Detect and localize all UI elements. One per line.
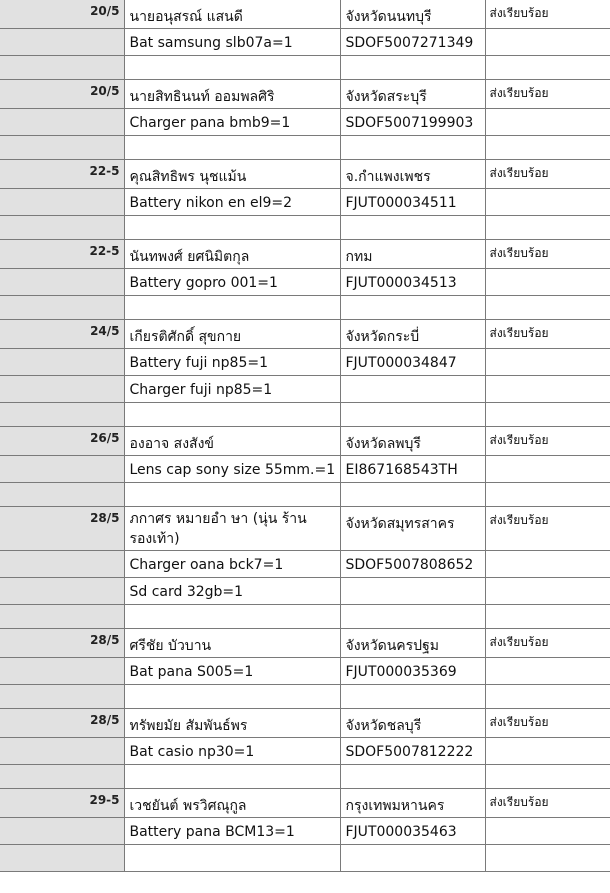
province-cell[interactable] bbox=[340, 483, 485, 507]
order-item-row bbox=[0, 658, 610, 685]
product-cell[interactable] bbox=[124, 658, 340, 685]
name-cell[interactable] bbox=[124, 605, 340, 629]
tracking-number-cell-text: FJUT000035463 bbox=[345, 824, 457, 840]
province-cell-text: จังหวัดสระบุรี bbox=[345, 89, 427, 105]
status-cell[interactable] bbox=[485, 136, 610, 160]
order-header-row bbox=[0, 709, 610, 738]
order-date-cell[interactable] bbox=[0, 427, 124, 456]
order-date-cell-text: 26/5 bbox=[90, 431, 120, 445]
product-cell-text: Charger oana bck7=1 bbox=[129, 557, 284, 573]
date-cell[interactable] bbox=[0, 551, 124, 578]
date-cell[interactable] bbox=[0, 765, 124, 789]
order-header-row bbox=[0, 80, 610, 109]
customer-name-cell[interactable] bbox=[124, 0, 340, 29]
tracking-number-cell-text: SDOF5007812222 bbox=[345, 744, 474, 760]
status-cell[interactable] bbox=[485, 320, 610, 349]
date-cell[interactable] bbox=[0, 845, 124, 872]
customer-name-cell-text: คุณสิทธิพร นุชแม้น bbox=[129, 169, 247, 185]
order-header-row bbox=[0, 427, 610, 456]
status-cell-text: ส่งเรียบร้อย bbox=[489, 795, 549, 809]
spacer-row bbox=[0, 765, 610, 789]
trailing-empty-row bbox=[0, 845, 610, 872]
status-cell-text: ส่งเรียบร้อย bbox=[489, 715, 549, 729]
province-cell[interactable] bbox=[340, 240, 485, 269]
customer-name-cell-text: เวชยันต์ พรวิศณุกูล bbox=[129, 798, 247, 814]
status-cell-text: ส่งเรียบร้อย bbox=[489, 246, 549, 260]
customer-name-cell-text: ทรัพยมัย สัมพันธ์พร bbox=[129, 718, 248, 734]
status-cell[interactable] bbox=[485, 629, 610, 658]
date-cell[interactable] bbox=[0, 483, 124, 507]
name-cell[interactable] bbox=[124, 483, 340, 507]
status-cell-text: ส่งเรียบร้อย bbox=[489, 326, 549, 340]
province-cell[interactable] bbox=[340, 789, 485, 818]
order-item-row bbox=[0, 269, 610, 296]
spacer-row bbox=[0, 56, 610, 80]
tracking-number-cell[interactable] bbox=[340, 818, 485, 845]
product-cell[interactable] bbox=[124, 109, 340, 136]
province-cell[interactable] bbox=[340, 605, 485, 629]
status-cell-text: ส่งเรียบร้อย bbox=[489, 433, 549, 447]
product-cell-text: Charger fuji np85=1 bbox=[129, 382, 273, 398]
province-cell[interactable] bbox=[340, 160, 485, 189]
date-cell[interactable] bbox=[0, 189, 124, 216]
status-cell[interactable] bbox=[485, 685, 610, 709]
name-cell[interactable] bbox=[124, 56, 340, 80]
spacer-row bbox=[0, 605, 610, 629]
order-item-row bbox=[0, 738, 610, 765]
status-cell[interactable] bbox=[485, 551, 610, 578]
order-date-cell-text: 28/5 bbox=[90, 511, 120, 525]
date-cell[interactable] bbox=[0, 403, 124, 427]
order-item-row bbox=[0, 456, 610, 483]
order-date-cell[interactable] bbox=[0, 709, 124, 738]
date-cell[interactable] bbox=[0, 376, 124, 403]
tracking-number-cell[interactable] bbox=[340, 349, 485, 376]
customer-name-cell-text: เกียรติศักดิ์ สุขกาย bbox=[129, 329, 242, 345]
province-cell[interactable] bbox=[340, 507, 485, 551]
status-cell[interactable] bbox=[485, 845, 610, 872]
name-cell[interactable] bbox=[124, 296, 340, 320]
order-date-cell[interactable] bbox=[0, 629, 124, 658]
customer-name-cell[interactable] bbox=[124, 789, 340, 818]
tracking-number-cell[interactable] bbox=[340, 269, 485, 296]
product-cell-text: Battery pana BCM13=1 bbox=[129, 824, 295, 840]
tracking-number-cell-text: SDOF5007808652 bbox=[345, 557, 474, 573]
tracking-number-cell[interactable] bbox=[340, 189, 485, 216]
status-cell-text: ส่งเรียบร้อย bbox=[489, 513, 549, 527]
order-date-cell-text: 22-5 bbox=[89, 164, 120, 178]
province-cell-text: จังหวัดสมุทรสาคร bbox=[345, 516, 455, 532]
product-cell[interactable] bbox=[124, 578, 340, 605]
tracking-number-cell-text: FJUT000035369 bbox=[345, 664, 457, 680]
tracking-number-cell[interactable] bbox=[340, 29, 485, 56]
order-date-cell[interactable] bbox=[0, 507, 124, 551]
order-item-row bbox=[0, 551, 610, 578]
province-cell-text: จังหวัดนครปฐม bbox=[345, 638, 440, 654]
order-item-row bbox=[0, 109, 610, 136]
date-cell[interactable] bbox=[0, 136, 124, 160]
status-cell[interactable] bbox=[485, 403, 610, 427]
province-cell[interactable] bbox=[340, 56, 485, 80]
status-cell[interactable] bbox=[485, 189, 610, 216]
province-cell[interactable] bbox=[340, 320, 485, 349]
name-cell[interactable] bbox=[124, 845, 340, 872]
order-date-cell[interactable] bbox=[0, 240, 124, 269]
status-cell[interactable] bbox=[485, 80, 610, 109]
province-cell-text: จ.กำแพงเพชร bbox=[345, 169, 431, 185]
province-cell[interactable] bbox=[340, 685, 485, 709]
name-cell[interactable] bbox=[124, 685, 340, 709]
date-cell[interactable] bbox=[0, 685, 124, 709]
province-cell-text: จังหวัดนนทบุรี bbox=[345, 9, 432, 25]
province-cell-text: กทม bbox=[345, 249, 373, 265]
date-cell[interactable] bbox=[0, 605, 124, 629]
province-cell[interactable] bbox=[340, 765, 485, 789]
status-cell[interactable] bbox=[485, 483, 610, 507]
order-header-row bbox=[0, 789, 610, 818]
tracking-number-cell[interactable] bbox=[340, 109, 485, 136]
date-cell[interactable] bbox=[0, 456, 124, 483]
order-item-row bbox=[0, 29, 610, 56]
product-cell-text: Bat pana S005=1 bbox=[129, 664, 254, 680]
customer-name-cell-text: องอาจ สงสังข์ bbox=[129, 436, 214, 452]
product-cell[interactable] bbox=[124, 189, 340, 216]
customer-name-cell[interactable] bbox=[124, 320, 340, 349]
order-header-row bbox=[0, 320, 610, 349]
order-date-cell-text: 24/5 bbox=[90, 324, 120, 338]
status-cell[interactable] bbox=[485, 456, 610, 483]
tracking-number-cell[interactable] bbox=[340, 456, 485, 483]
order-date-cell[interactable] bbox=[0, 0, 124, 29]
customer-name-cell-text: นันทพงศ์ ยศนิมิตกุล bbox=[129, 249, 250, 265]
tracking-number-cell-text: SDOF5007199903 bbox=[345, 115, 474, 131]
customer-name-cell-text: นายสิทธินนท์ ออมพลศิริ bbox=[129, 89, 275, 105]
tracking-number-cell[interactable] bbox=[340, 578, 485, 605]
province-cell-text: จังหวัดลพบุรี bbox=[345, 436, 421, 452]
date-cell[interactable] bbox=[0, 29, 124, 56]
tracking-number-cell[interactable] bbox=[340, 551, 485, 578]
product-cell-text: Battery nikon en el9=2 bbox=[129, 195, 293, 211]
province-cell-text: จังหวัดกระบี่ bbox=[345, 329, 420, 345]
customer-name-cell-text: ภกาศร หมายอำ ษา (นุ่น ร้าน รองเท้า) bbox=[129, 511, 307, 547]
spacer-row bbox=[0, 296, 610, 320]
spacer-row bbox=[0, 216, 610, 240]
province-cell[interactable] bbox=[340, 296, 485, 320]
status-cell-text: ส่งเรียบร้อย bbox=[489, 635, 549, 649]
province-cell-text: จังหวัดชลบุรี bbox=[345, 718, 422, 734]
date-cell[interactable] bbox=[0, 578, 124, 605]
status-cell[interactable] bbox=[485, 738, 610, 765]
tracking-number-cell[interactable] bbox=[340, 738, 485, 765]
order-item-row bbox=[0, 818, 610, 845]
customer-name-cell-text: ศรีชัย บัวบาน bbox=[129, 638, 212, 654]
order-date-cell-text: 28/5 bbox=[90, 633, 120, 647]
status-cell[interactable] bbox=[485, 376, 610, 403]
product-cell-text: Lens cap sony size 55mm.=1 bbox=[129, 462, 336, 478]
date-cell[interactable] bbox=[0, 216, 124, 240]
tracking-number-cell-text: FJUT000034513 bbox=[345, 275, 457, 291]
customer-name-cell[interactable] bbox=[124, 709, 340, 738]
name-cell[interactable] bbox=[124, 216, 340, 240]
name-cell[interactable] bbox=[124, 136, 340, 160]
status-cell[interactable] bbox=[485, 349, 610, 376]
date-cell[interactable] bbox=[0, 109, 124, 136]
order-item-row bbox=[0, 349, 610, 376]
product-cell[interactable] bbox=[124, 269, 340, 296]
tracking-number-cell[interactable] bbox=[340, 658, 485, 685]
status-cell[interactable] bbox=[485, 789, 610, 818]
tracking-number-cell-text: EI867168543TH bbox=[345, 462, 458, 478]
status-cell[interactable] bbox=[485, 427, 610, 456]
province-cell[interactable] bbox=[340, 629, 485, 658]
order-date-cell-text: 20/5 bbox=[90, 4, 120, 18]
product-cell-text: Charger pana bmb9=1 bbox=[129, 115, 291, 131]
product-cell-text: Battery fuji np85=1 bbox=[129, 355, 269, 371]
order-date-cell-text: 28/5 bbox=[90, 713, 120, 727]
order-date-cell[interactable] bbox=[0, 80, 124, 109]
date-cell[interactable] bbox=[0, 738, 124, 765]
spacer-row bbox=[0, 483, 610, 507]
order-date-cell-text: 29-5 bbox=[89, 793, 120, 807]
product-cell[interactable] bbox=[124, 456, 340, 483]
order-date-cell-text: 20/5 bbox=[90, 84, 120, 98]
province-cell[interactable] bbox=[340, 136, 485, 160]
status-cell[interactable] bbox=[485, 0, 610, 29]
name-cell[interactable] bbox=[124, 765, 340, 789]
product-cell-text: Bat casio np30=1 bbox=[129, 744, 255, 760]
date-cell[interactable] bbox=[0, 56, 124, 80]
spacer-row bbox=[0, 403, 610, 427]
product-cell[interactable] bbox=[124, 818, 340, 845]
date-cell[interactable] bbox=[0, 349, 124, 376]
status-cell[interactable] bbox=[485, 56, 610, 80]
product-cell-text: Sd card 32gb=1 bbox=[129, 584, 244, 600]
status-cell[interactable] bbox=[485, 507, 610, 551]
product-cell-text: Battery gopro 001=1 bbox=[129, 275, 278, 291]
order-date-cell[interactable] bbox=[0, 160, 124, 189]
status-cell[interactable] bbox=[485, 765, 610, 789]
province-cell[interactable] bbox=[340, 427, 485, 456]
product-cell[interactable] bbox=[124, 29, 340, 56]
status-cell[interactable] bbox=[485, 709, 610, 738]
customer-name-cell[interactable] bbox=[124, 427, 340, 456]
province-cell[interactable] bbox=[340, 216, 485, 240]
province-cell[interactable] bbox=[340, 80, 485, 109]
name-cell[interactable] bbox=[124, 403, 340, 427]
order-header-row bbox=[0, 240, 610, 269]
status-cell[interactable] bbox=[485, 160, 610, 189]
status-cell[interactable] bbox=[485, 109, 610, 136]
order-item-row bbox=[0, 189, 610, 216]
province-cell[interactable] bbox=[340, 845, 485, 872]
customer-name-cell[interactable] bbox=[124, 160, 340, 189]
customer-name-cell-text: นายอนุสรณ์ แสนดี bbox=[129, 9, 243, 25]
date-cell[interactable] bbox=[0, 818, 124, 845]
order-item-row bbox=[0, 376, 610, 403]
status-cell-text: ส่งเรียบร้อย bbox=[489, 86, 549, 100]
status-cell[interactable] bbox=[485, 296, 610, 320]
customer-name-cell[interactable] bbox=[124, 240, 340, 269]
customer-name-cell[interactable] bbox=[124, 507, 340, 551]
customer-name-cell[interactable] bbox=[124, 629, 340, 658]
status-cell[interactable] bbox=[485, 658, 610, 685]
status-cell[interactable] bbox=[485, 578, 610, 605]
spacer-row bbox=[0, 685, 610, 709]
product-cell-text: Bat samsung slb07a=1 bbox=[129, 35, 293, 51]
spacer-row bbox=[0, 136, 610, 160]
status-cell-text: ส่งเรียบร้อย bbox=[489, 166, 549, 180]
order-header-row bbox=[0, 0, 610, 29]
province-cell[interactable] bbox=[340, 403, 485, 427]
order-item-row bbox=[0, 578, 610, 605]
product-cell[interactable] bbox=[124, 349, 340, 376]
order-date-cell[interactable] bbox=[0, 789, 124, 818]
status-cell[interactable] bbox=[485, 269, 610, 296]
product-cell[interactable] bbox=[124, 376, 340, 403]
tracking-number-cell[interactable] bbox=[340, 376, 485, 403]
product-cell[interactable] bbox=[124, 551, 340, 578]
product-cell[interactable] bbox=[124, 738, 340, 765]
date-cell[interactable] bbox=[0, 658, 124, 685]
customer-name-cell[interactable] bbox=[124, 80, 340, 109]
status-cell[interactable] bbox=[485, 240, 610, 269]
order-header-row bbox=[0, 507, 610, 551]
tracking-number-cell-text: FJUT000034847 bbox=[345, 355, 457, 371]
order-header-row bbox=[0, 629, 610, 658]
province-cell[interactable] bbox=[340, 709, 485, 738]
status-cell-text: ส่งเรียบร้อย bbox=[489, 6, 549, 20]
order-header-row bbox=[0, 160, 610, 189]
status-cell[interactable] bbox=[485, 818, 610, 845]
status-cell[interactable] bbox=[485, 605, 610, 629]
tracking-number-cell-text: SDOF5007271349 bbox=[345, 35, 474, 51]
status-cell[interactable] bbox=[485, 29, 610, 56]
province-cell-text: กรุงเทพมหานคร bbox=[345, 798, 445, 814]
order-date-cell-text: 22-5 bbox=[89, 244, 120, 258]
date-cell[interactable] bbox=[0, 269, 124, 296]
tracking-number-cell-text: FJUT000034511 bbox=[345, 195, 457, 211]
order-date-cell[interactable] bbox=[0, 320, 124, 349]
date-cell[interactable] bbox=[0, 296, 124, 320]
status-cell[interactable] bbox=[485, 216, 610, 240]
province-cell[interactable] bbox=[340, 0, 485, 29]
